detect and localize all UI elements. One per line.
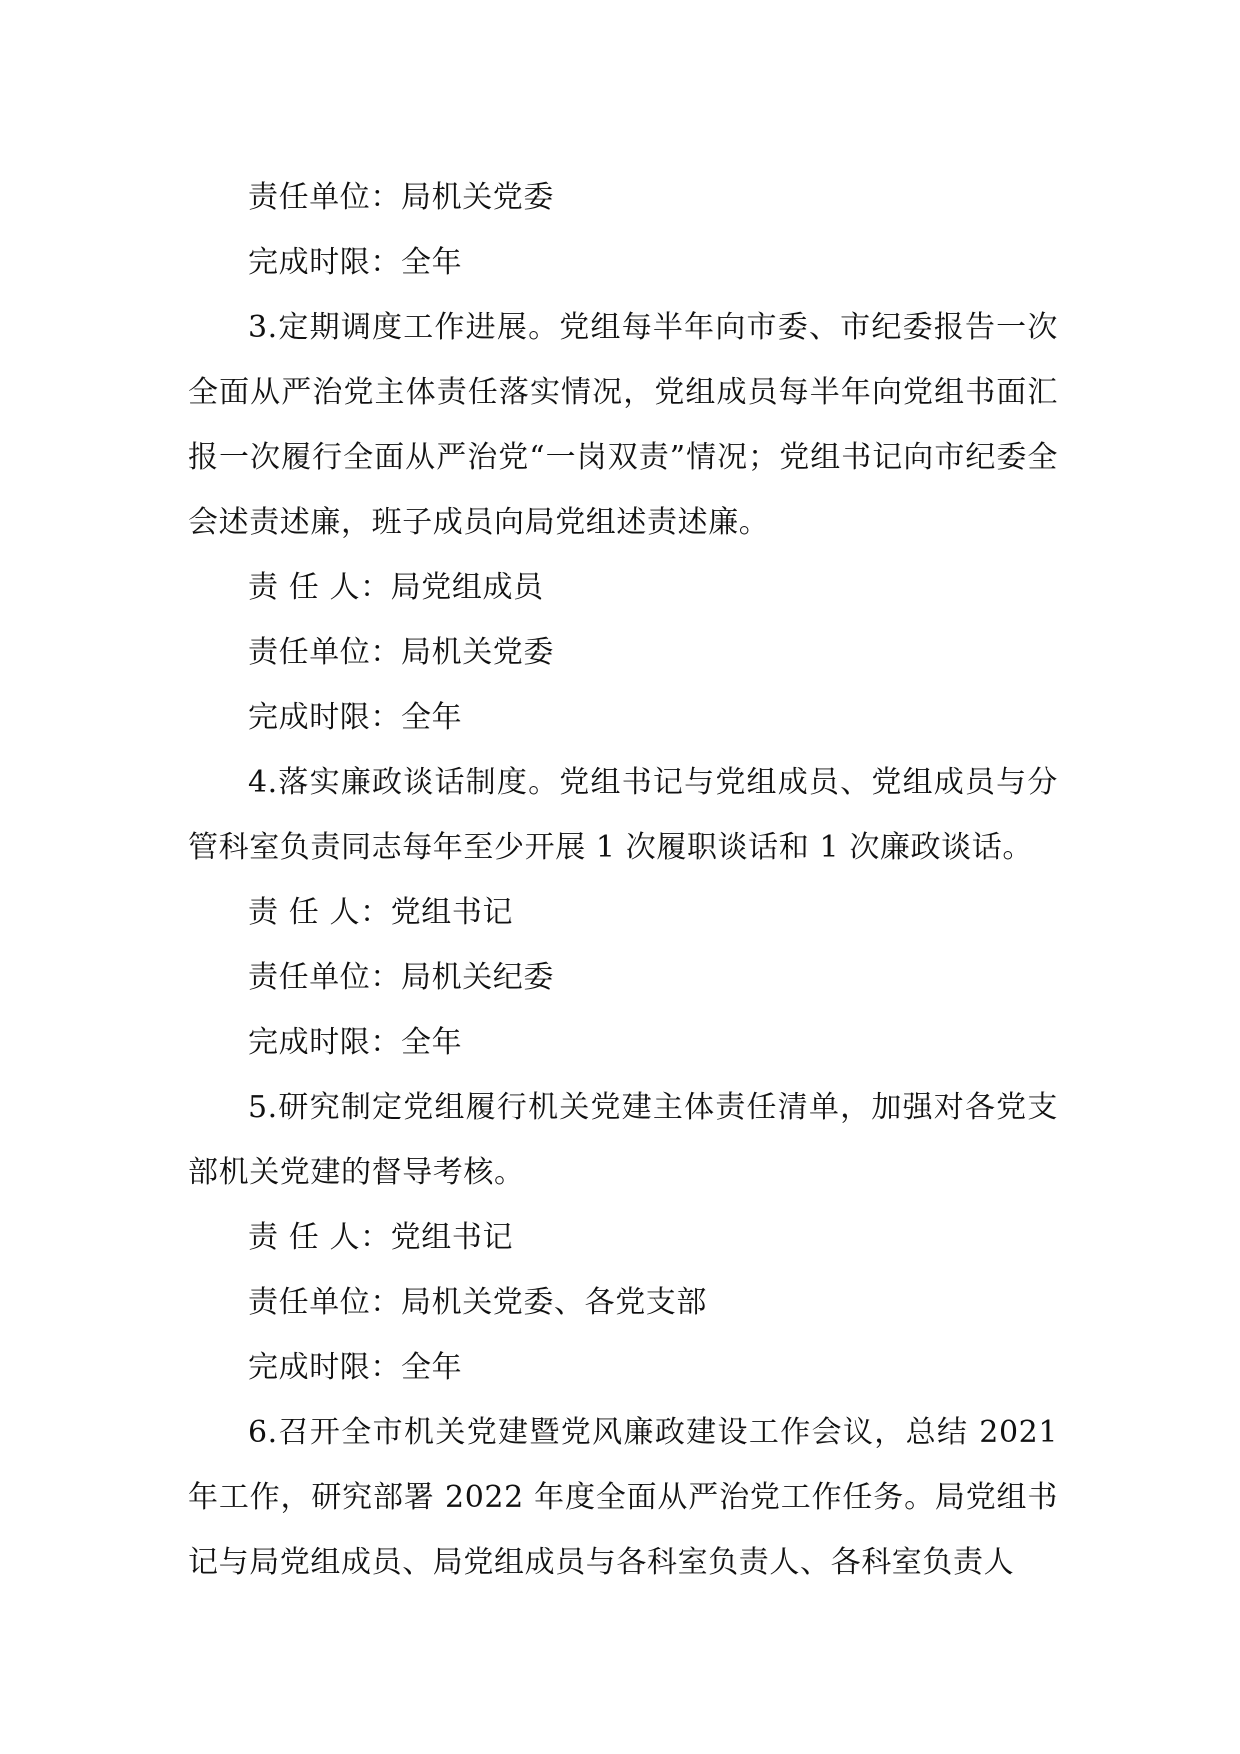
item-6-paragraph: 6.召开全市机关党建暨党风廉政建设工作会议，总结 2021 年工作，研究部署 2022 年度全面从严治党工作任务。局党组书记与局党组成员、局党组成员与各科室负责人、各科室负责人	[188, 1415, 1058, 1580]
responsible-person-line: 责 任 人：党组书记	[248, 895, 514, 930]
item-3-paragraph: 3.定期调度工作进展。党组每半年向市委、市纪委报告一次全面从严治党主体责任落实情况，党组成员每半年向党组书面汇报一次履行全面从严治党“一岗双责”情况；党组书记向市纪委全会述责述廉，班子成员向局党组述责述廉。	[188, 310, 1058, 540]
deadline-line: 完成时限：全年	[248, 1025, 463, 1060]
responsible-unit-line: 责任单位：局机关纪委	[248, 960, 554, 995]
responsible-unit-line: 责任单位：局机关党委	[248, 635, 554, 670]
deadline-line: 完成时限：全年	[248, 245, 463, 280]
responsible-person-line: 责 任 人：局党组成员	[248, 570, 544, 605]
item-4-paragraph: 4.落实廉政谈话制度。党组书记与党组成员、党组成员与分管科室负责同志每年至少开展 1 次履职谈话和 1 次廉政谈话。	[188, 765, 1058, 865]
document-body	[188, 165, 1058, 1595]
responsible-unit-line: 责任单位：局机关党委、各党支部	[248, 1285, 707, 1320]
responsible-unit-line: 责任单位：局机关党委	[248, 180, 554, 215]
item-5-paragraph: 5.研究制定党组履行机关党建主体责任清单，加强对各党支部机关党建的督导考核。	[188, 1090, 1058, 1190]
deadline-line: 完成时限：全年	[248, 1350, 463, 1385]
deadline-line: 完成时限：全年	[248, 700, 463, 735]
responsible-person-line: 责 任 人：党组书记	[248, 1220, 514, 1255]
